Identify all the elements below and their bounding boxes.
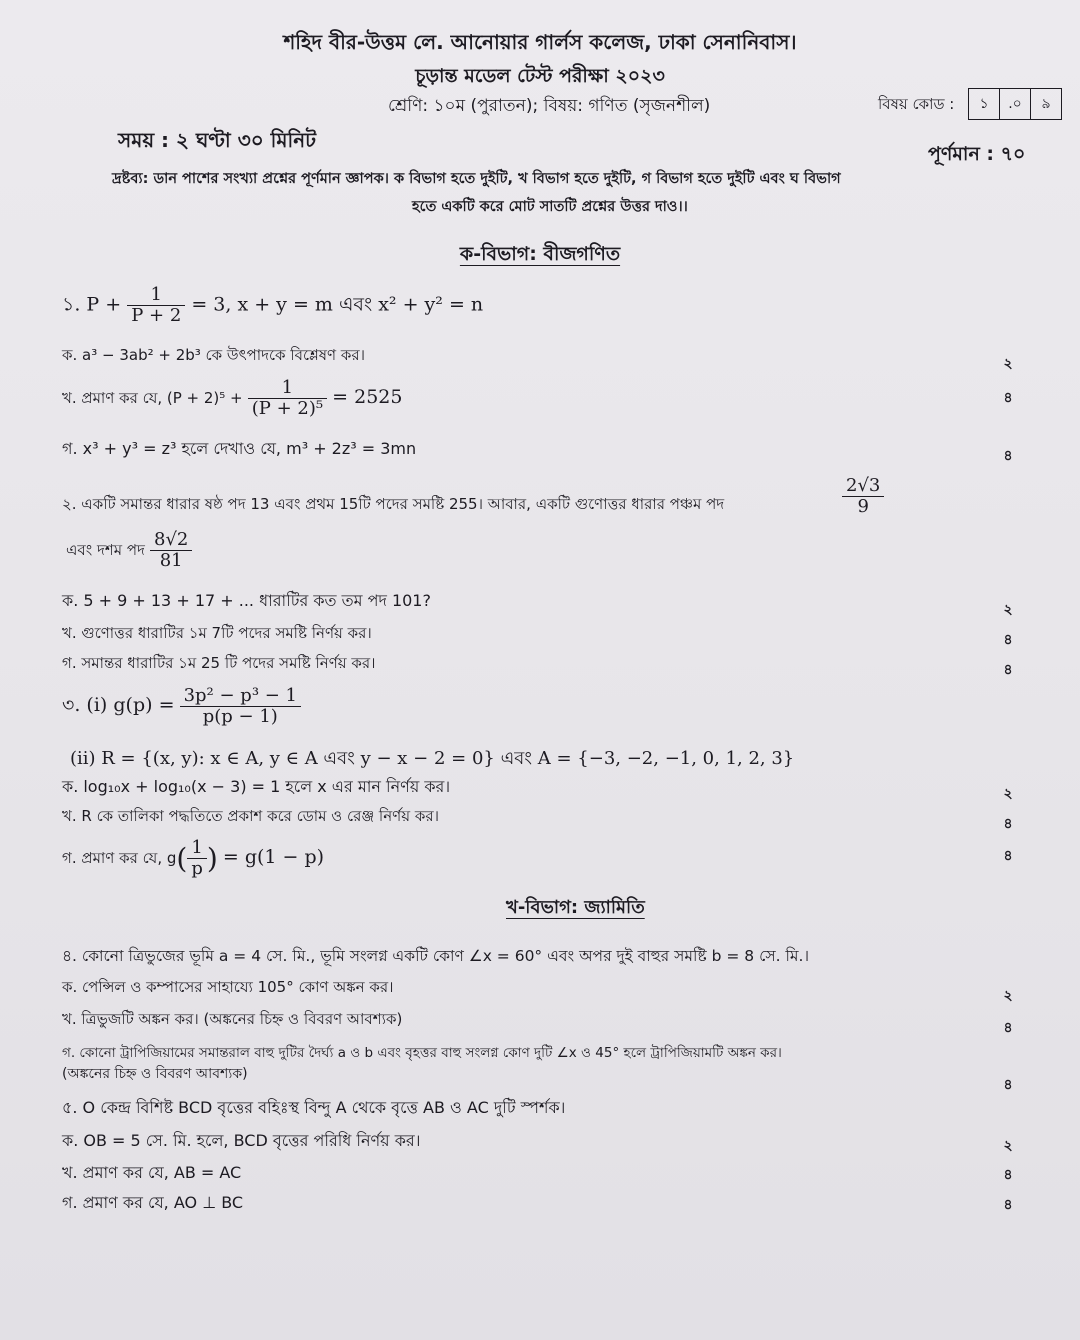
q5-ka: ক. OB = 5 সে. মি. হলে, BCD বৃত্তের পরিধি নির্ণয় কর। xyxy=(62,1131,421,1150)
q2-ka-mark: ২ xyxy=(1003,602,1013,618)
q1-ga: গ. x³ + y³ = z³ হলে দেখাও যে, m³ + 2z³ = 3mn xyxy=(62,439,417,458)
q1-stem-pre: ১. P + xyxy=(62,293,122,316)
q2-tenth-term xyxy=(66,530,192,571)
q3-ga-pre: গ. প্রমাণ কর যে, g xyxy=(62,848,177,867)
q4-kha: খ. ত্রিভুজটি অঙ্কন কর। (অঙ্কনের চিহ্ন ও বিবরণ আবশ্যক) xyxy=(62,1010,403,1028)
q2-tenth-num: 8√2 xyxy=(150,530,192,551)
q2-tenth-den: 81 xyxy=(159,549,183,571)
q5-kha-mark: ৪ xyxy=(1003,1167,1013,1183)
q1-ga-mark: ৪ xyxy=(1003,448,1013,464)
q1-ka: ক. a³ − 3ab² + 2b³ কে উৎপাদকে বিশ্লেষণ কর। xyxy=(62,346,365,364)
q1-kha-mark: ৪ xyxy=(1003,390,1013,406)
college-name: শহিদ বীর-উত্তম লে. আনোয়ার গার্লস কলেজ, ঢাকা সেনানিবাস। xyxy=(283,30,797,54)
instruction-note-line1: দ্রষ্টব্য: ডান পাশের সংখ্যা প্রশ্নের পূর্ণমান জ্ঞাপক। ক বিভাগ হতে দুইটি, খ বিভাগ হতে দুইটি, গ বিভাগ হতে দুইটি এবং ঘ বিভাগ xyxy=(112,171,841,187)
full-marks: পূর্ণমান : ৭০ xyxy=(928,143,1026,165)
subject-code-box xyxy=(968,88,1062,120)
code-digit: ১ xyxy=(979,96,989,112)
q2-kha: খ. গুণোত্তর ধারাটির ১ম 7টি পদের সমষ্টি নির্ণয় কর। xyxy=(62,624,372,642)
q3-g-den: p(p − 1) xyxy=(202,705,278,727)
q2-ga-mark: ৪ xyxy=(1003,662,1013,678)
q1-kha xyxy=(62,378,403,419)
q4-ka-mark: ২ xyxy=(1003,988,1013,1004)
q2-ga: গ. সমান্তর ধারাটির ১ম 25 টি পদের সমষ্টি নির্ণয় কর। xyxy=(62,654,376,672)
q4-kha-mark: ৪ xyxy=(1003,1020,1013,1036)
q3-kha: খ. R কে তালিকা পদ্ধতিতে প্রকাশ করে ডোম ও রেঞ্জ নির্ণয় কর। xyxy=(62,807,439,825)
code-digit: ৯ xyxy=(1030,89,1061,119)
section-b-heading: খ-বিভাগ: জ্যামিতি xyxy=(506,897,645,918)
q5-ka-mark: ২ xyxy=(1003,1138,1013,1154)
instruction-note-line2: হতে একটি করে মোট সাতটি প্রশ্নের উত্তর দাও।। xyxy=(412,199,688,215)
q1-stem-post: = 3, x + y = m এবং x² + y² = n xyxy=(191,293,484,316)
q3-stem-ii: (ii) R = {(x, y): x ∈ A, y ∈ A এবং y − x − 2 = 0} এবং A = {−3, −2, −1, 0, 1, 2, 3} xyxy=(70,748,795,769)
q1-kha-den: (P + 2)⁵ xyxy=(251,397,324,419)
exam-time: সময় : ২ ঘণ্টা ৩০ মিনিট xyxy=(118,128,317,152)
subject-code-label: বিষয় কোড : xyxy=(878,95,955,113)
q3-ga-post: = g(1 − p) xyxy=(222,845,325,868)
q3-ga-den: p xyxy=(191,857,203,879)
q5-ga: গ. প্রমাণ কর যে, AO ⊥ BC xyxy=(62,1193,244,1212)
q4-stem: ৪. কোনো ত্রিভুজের ভূমি a = 4 সে. মি., ভূমি সংলগ্ন একটি কোণ ∠x = 60° এবং অপর দুই বাহুর সমষ্টি b = 8 সে. মি.। xyxy=(62,947,809,965)
q2-ka: ক. 5 + 9 + 13 + 17 + ... ধারাটির কত তম পদ 101? xyxy=(62,591,431,610)
q4-ga-line1: গ. কোনো ট্রাপিজিয়ামের সমান্তরাল বাহু দুটির দৈর্ঘ্য a ও b এবং বৃহত্তর বাহু সংলগ্ন কোণ দুটি ∠x ও 45° হলে ট্রাপিজিয়ামটি অঙ্কন কর। xyxy=(62,1045,782,1061)
q3-stem-pre: ৩. (i) g(p) = xyxy=(62,693,175,716)
q3-g-num: 3p² − p³ − 1 xyxy=(180,686,301,707)
q3-ga-mark: ৪ xyxy=(1003,848,1013,864)
q1-kha-post: = 2525 xyxy=(332,385,403,408)
code-digit: .০ xyxy=(999,89,1030,119)
q5-ga-mark: ৪ xyxy=(1003,1197,1013,1213)
q1-stem xyxy=(62,285,483,326)
q3-kha-mark: ৪ xyxy=(1003,816,1013,832)
q2-fifth-den: 9 xyxy=(857,495,869,517)
exam-title: চূড়ান্ত মডেল টেস্ট পরীক্ষা ২০২৩ xyxy=(415,65,665,87)
q3-ga-num: 1 xyxy=(187,838,207,859)
q1-frac-den: P + 2 xyxy=(131,304,182,326)
q1-fraction xyxy=(127,285,185,326)
q5-kha: খ. প্রমাণ কর যে, AB = AC xyxy=(62,1163,242,1182)
q1-ka-mark: ২ xyxy=(1003,356,1013,372)
q4-ga-line2: (অঙ্কনের চিহ্ন ও বিবরণ আবশ্যক) xyxy=(62,1066,248,1082)
q3-stem-i xyxy=(62,686,301,727)
q1-kha-fraction xyxy=(248,378,327,419)
q4-ka: ক. পেন্সিল ও কম্পাসের সাহায্যে 105° কোণ অঙ্কন কর। xyxy=(62,978,394,996)
q2-fifth-num: 2√3 xyxy=(842,476,884,497)
q3-ka: ক. log₁₀x + log₁₀(x − 3) = 1 হলে x এর মান নির্ণয় কর। xyxy=(62,777,451,796)
class-subject: শ্রেণি: ১০ম (পুরাতন); বিষয়: গণিত (সৃজনশীল) xyxy=(388,96,711,116)
q2-fifth-term xyxy=(842,476,884,517)
q2-tenth-pre: এবং দশম পদ xyxy=(66,540,145,559)
q2-stem: ২. একটি সমান্তর ধারার ষষ্ঠ পদ 13 এবং প্রথম 15টি পদের সমষ্টি 255। আবার, একটি গুণোত্তর ধারার পঞ্চম পদ xyxy=(62,495,725,513)
q1-frac-num: 1 xyxy=(127,285,185,306)
q1-kha-num: 1 xyxy=(248,378,327,399)
q1-kha-pre: খ. প্রমাণ কর যে, (P + 2)⁵ + xyxy=(62,388,243,407)
section-a-heading: ক-বিভাগ: বীজগণিত xyxy=(459,243,621,265)
q3-ka-mark: ২ xyxy=(1003,786,1013,802)
q4-ga-mark: ৪ xyxy=(1003,1077,1013,1093)
q3-ga: গ. প্রমাণ কর যে, g( $\frac{1}{p}$ ) = g(1 − p) xyxy=(62,837,325,879)
q2-kha-mark: ৪ xyxy=(1003,632,1013,648)
q5-stem: ৫. O কেন্দ্র বিশিষ্ট BCD বৃত্তের বহিঃস্থ বিন্দু A থেকে বৃত্তে AB ও AC দুটি স্পর্শক। xyxy=(62,1098,566,1117)
